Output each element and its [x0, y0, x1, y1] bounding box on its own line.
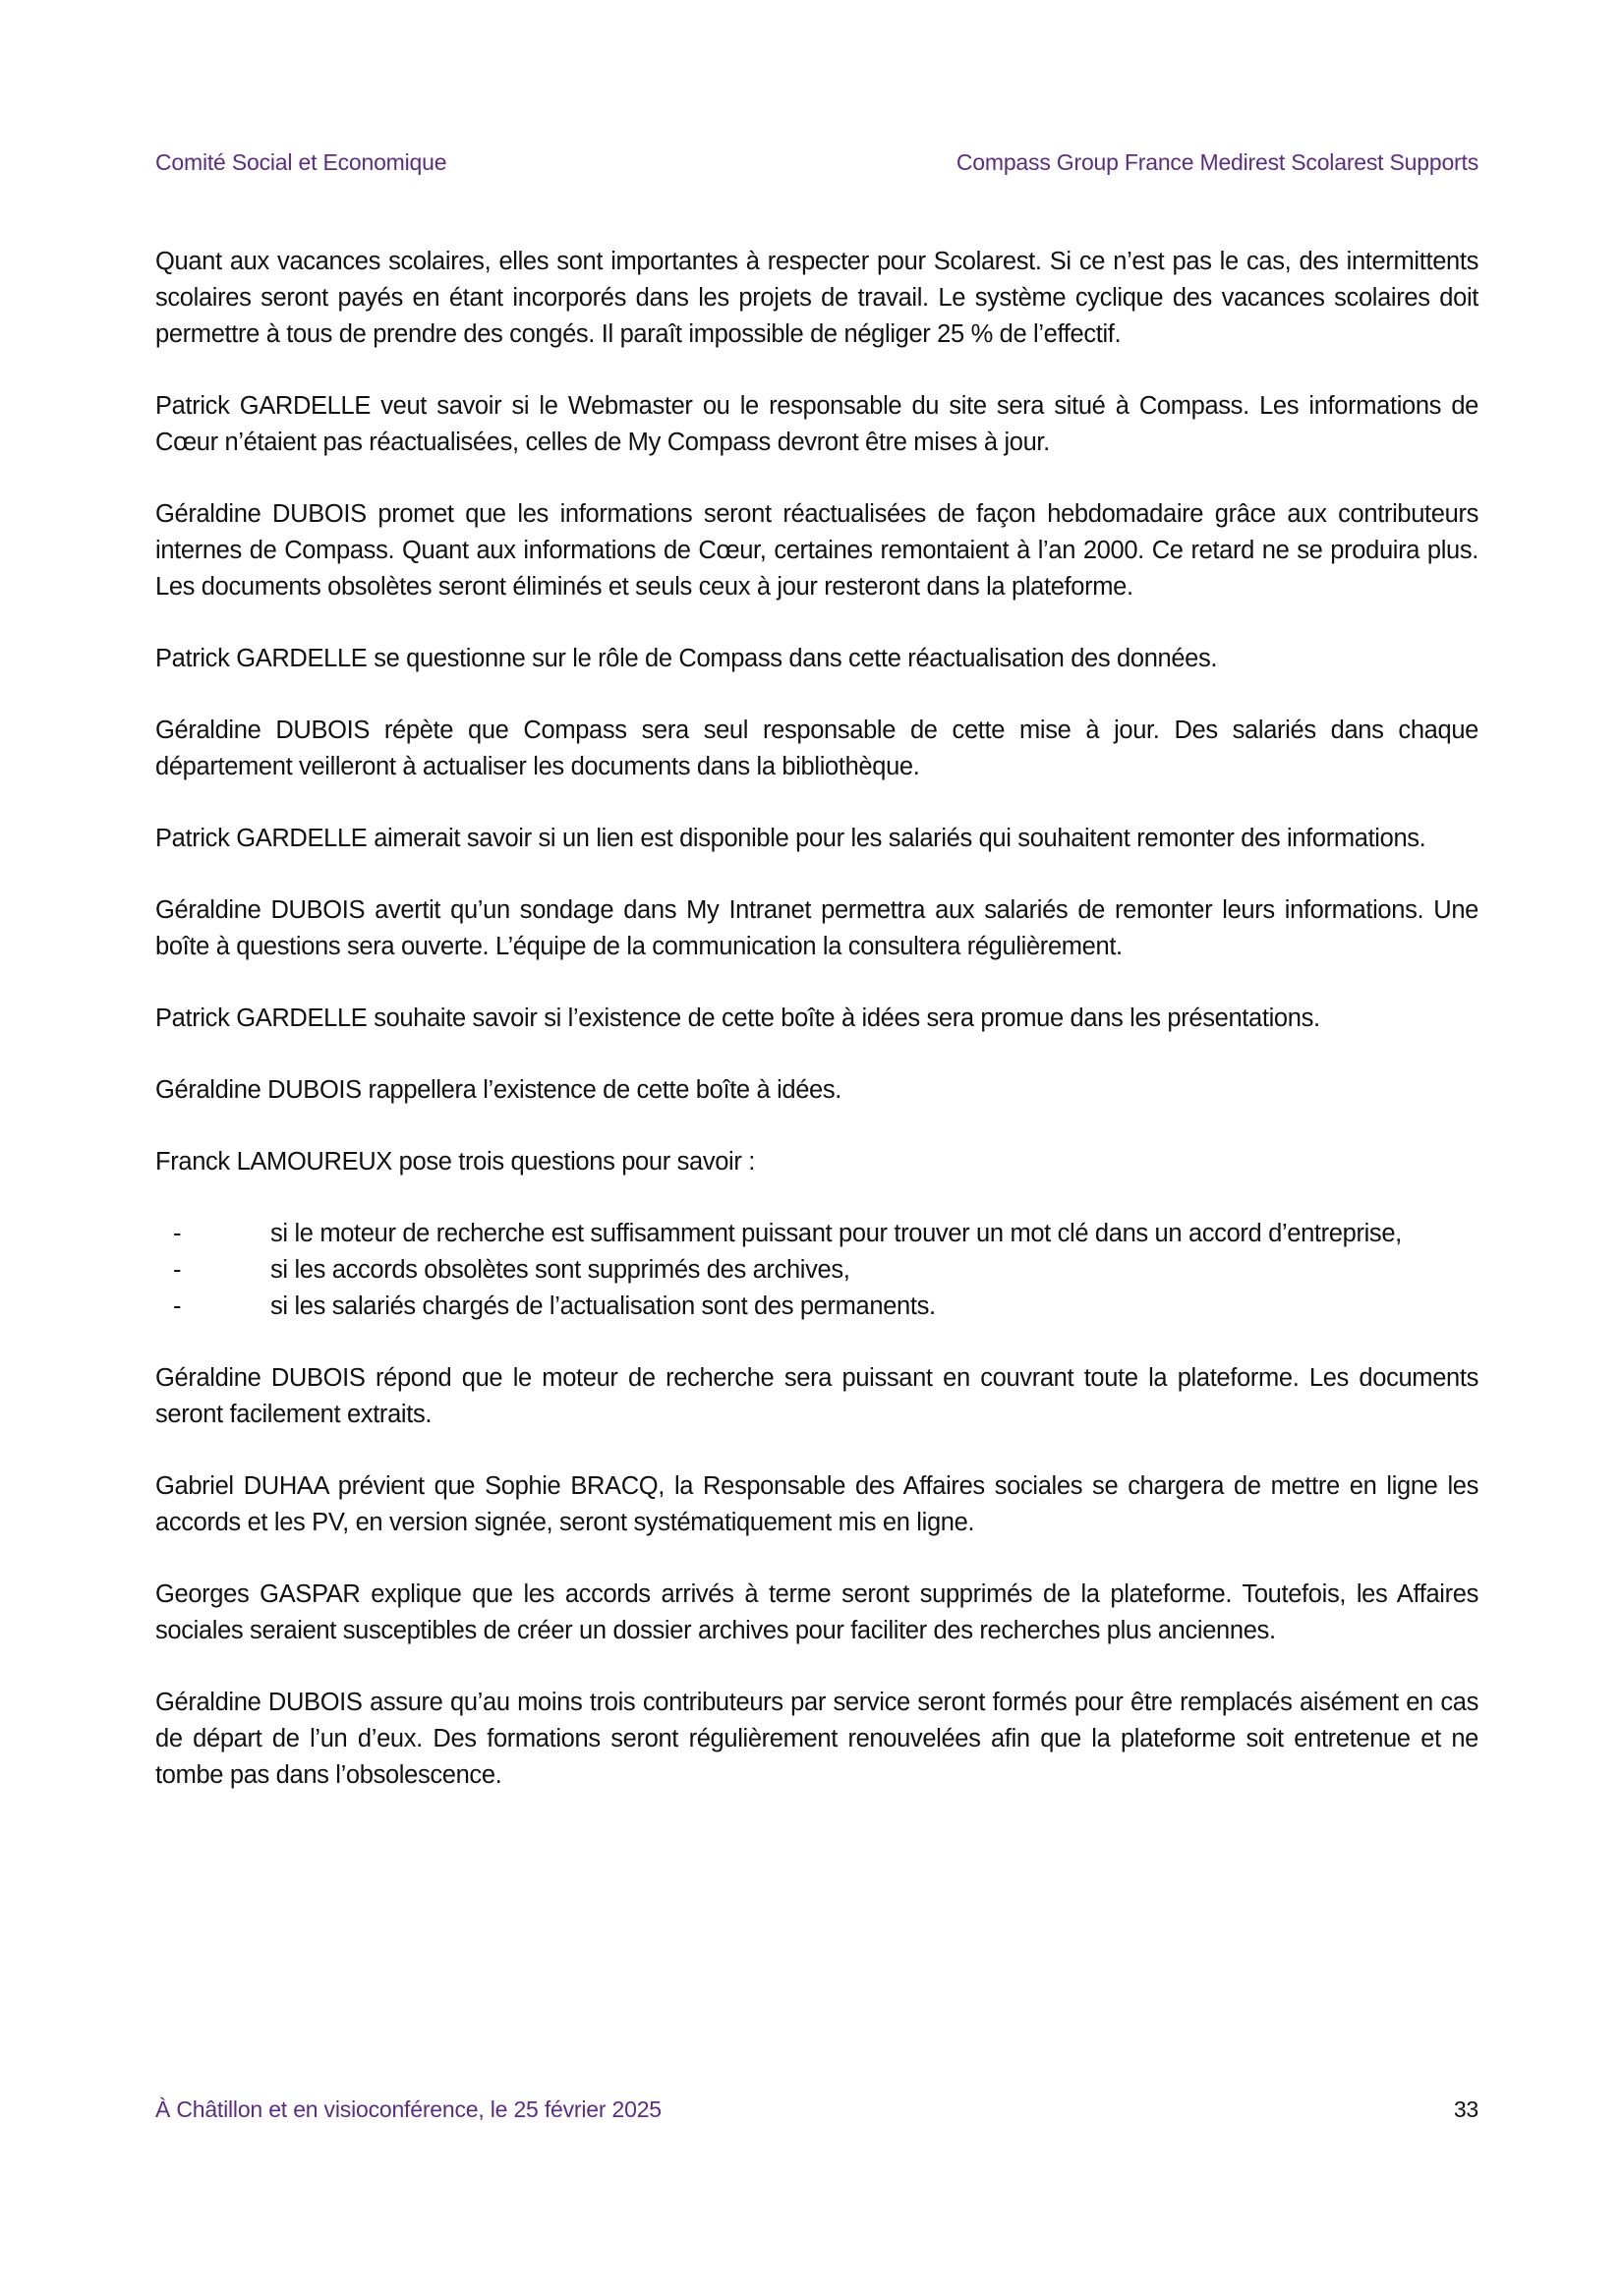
list-item-text: si le moteur de recherche est suffisamment puissant pour trouver un mot clé dans un accord d’entreprise, [270, 1220, 1402, 1247]
paragraph-dubois-moteur: Géraldine DUBOIS répond que le moteur de recherche sera puissant en couvrant toute la plateforme. Les documents seront facilement extraits. [155, 1364, 1478, 1428]
list-item [155, 1289, 1478, 1325]
list-item [155, 1252, 1478, 1289]
paragraph-gardelle-lien: Patrick GARDELLE aimerait savoir si un lien est disponible pour les salariés qui souhaitent remonter des informations. [155, 825, 1426, 852]
list-item-text: si les accords obsolètes sont supprimés des archives, [270, 1256, 850, 1284]
paragraph-dubois-sondage: Géraldine DUBOIS avertit qu’un sondage dans My Intranet permettra aux salariés de remonter leurs informations. Une boîte à questions sera ouverte. L’équipe de la communication la consultera régulièrement. [155, 896, 1478, 960]
list-item-text: si les salariés chargés de l’actualisation sont des permanents. [270, 1292, 936, 1320]
paragraph-duhaa-bracq: Gabriel DUHAA prévient que Sophie BRACQ, la Responsable des Affaires sociales se chargera de mettre en ligne les accords et les PV, en version signée, seront systématiquement mis en ligne. [155, 1472, 1478, 1536]
paragraph-dubois-repete: Géraldine DUBOIS répète que Compass sera seul responsable de cette mise à jour. Des salariés dans chaque département veilleront à actualiser les documents dans la bibliothèque. [155, 717, 1478, 780]
dash-bullet-icon: - [173, 1256, 182, 1284]
document-body [155, 244, 1478, 1829]
header-organization: Comité Social et Economique [155, 149, 447, 175]
page-number: 33 [1453, 2096, 1478, 2122]
paragraph-gardelle-boite: Patrick GARDELLE souhaite savoir si l’existence de cette boîte à idées sera promue dans les présentations. [155, 1004, 1320, 1032]
page-header [155, 149, 1478, 176]
footer-place-date: À Châtillon et en visioconférence, le 25 février 2025 [155, 2096, 662, 2122]
paragraph-vacances: Quant aux vacances scolaires, elles sont importantes à respecter pour Scolarest. Si ce n’est pas le cas, des intermittents scolaires seront payés en étant incorporés dans les projets de travail. Le système cyclique des vacances scolaires doit permettre à tous de prendre des congés. Il paraît impossible de négliger 25 % de l’effectif. [155, 248, 1478, 348]
paragraph-lamoureux-questions: Franck LAMOUREUX pose trois questions pour savoir : [155, 1148, 755, 1176]
paragraph-gardelle-role: Patrick GARDELLE se questionne sur le rôle de Compass dans cette réactualisation des données. [155, 645, 1218, 672]
paragraph-gaspar-accords: Georges GASPAR explique que les accords arrivés à terme seront supprimés de la plateforme. Toutefois, les Affaires sociales seraient susceptibles de créer un dossier archives pour faciliter des recherches plus anciennes. [155, 1580, 1478, 1644]
paragraph-dubois-rappel: Géraldine DUBOIS rappellera l’existence de cette boîte à idées. [155, 1076, 842, 1104]
paragraph-gardelle-webmaster: Patrick GARDELLE veut savoir si le Webmaster ou le responsable du site sera situé à Compass. Les informations de Cœur n’étaient pas réactualisées, celles de My Compass devront être mises à jour. [155, 392, 1478, 456]
page-footer [155, 2096, 1478, 2123]
dash-bullet-icon: - [173, 1220, 182, 1247]
paragraph-dubois-promesse: Géraldine DUBOIS promet que les informations seront réactualisées de façon hebdomadaire grâce aux contributeurs internes de Compass. Quant aux informations de Cœur, certaines remontaient à l’an 2000. Ce retard ne se produira plus. Les documents obsolètes seront éliminés et seuls ceux à jour resteront dans la plateforme. [155, 500, 1478, 601]
dash-bullet-icon: - [173, 1292, 182, 1320]
header-company: Compass Group France Medirest Scolarest Supports [956, 149, 1478, 175]
list-item [155, 1216, 1478, 1252]
questions-list [155, 1216, 1478, 1325]
paragraph-dubois-contributeurs: Géraldine DUBOIS assure qu’au moins trois contributeurs par service seront formés pour être remplacés aisément en cas de départ de l’un d’eux. Des formations seront régulièrement renouvelées afin que la plateforme soit entretenue et ne tombe pas dans l’obsolescence. [155, 1689, 1478, 1789]
